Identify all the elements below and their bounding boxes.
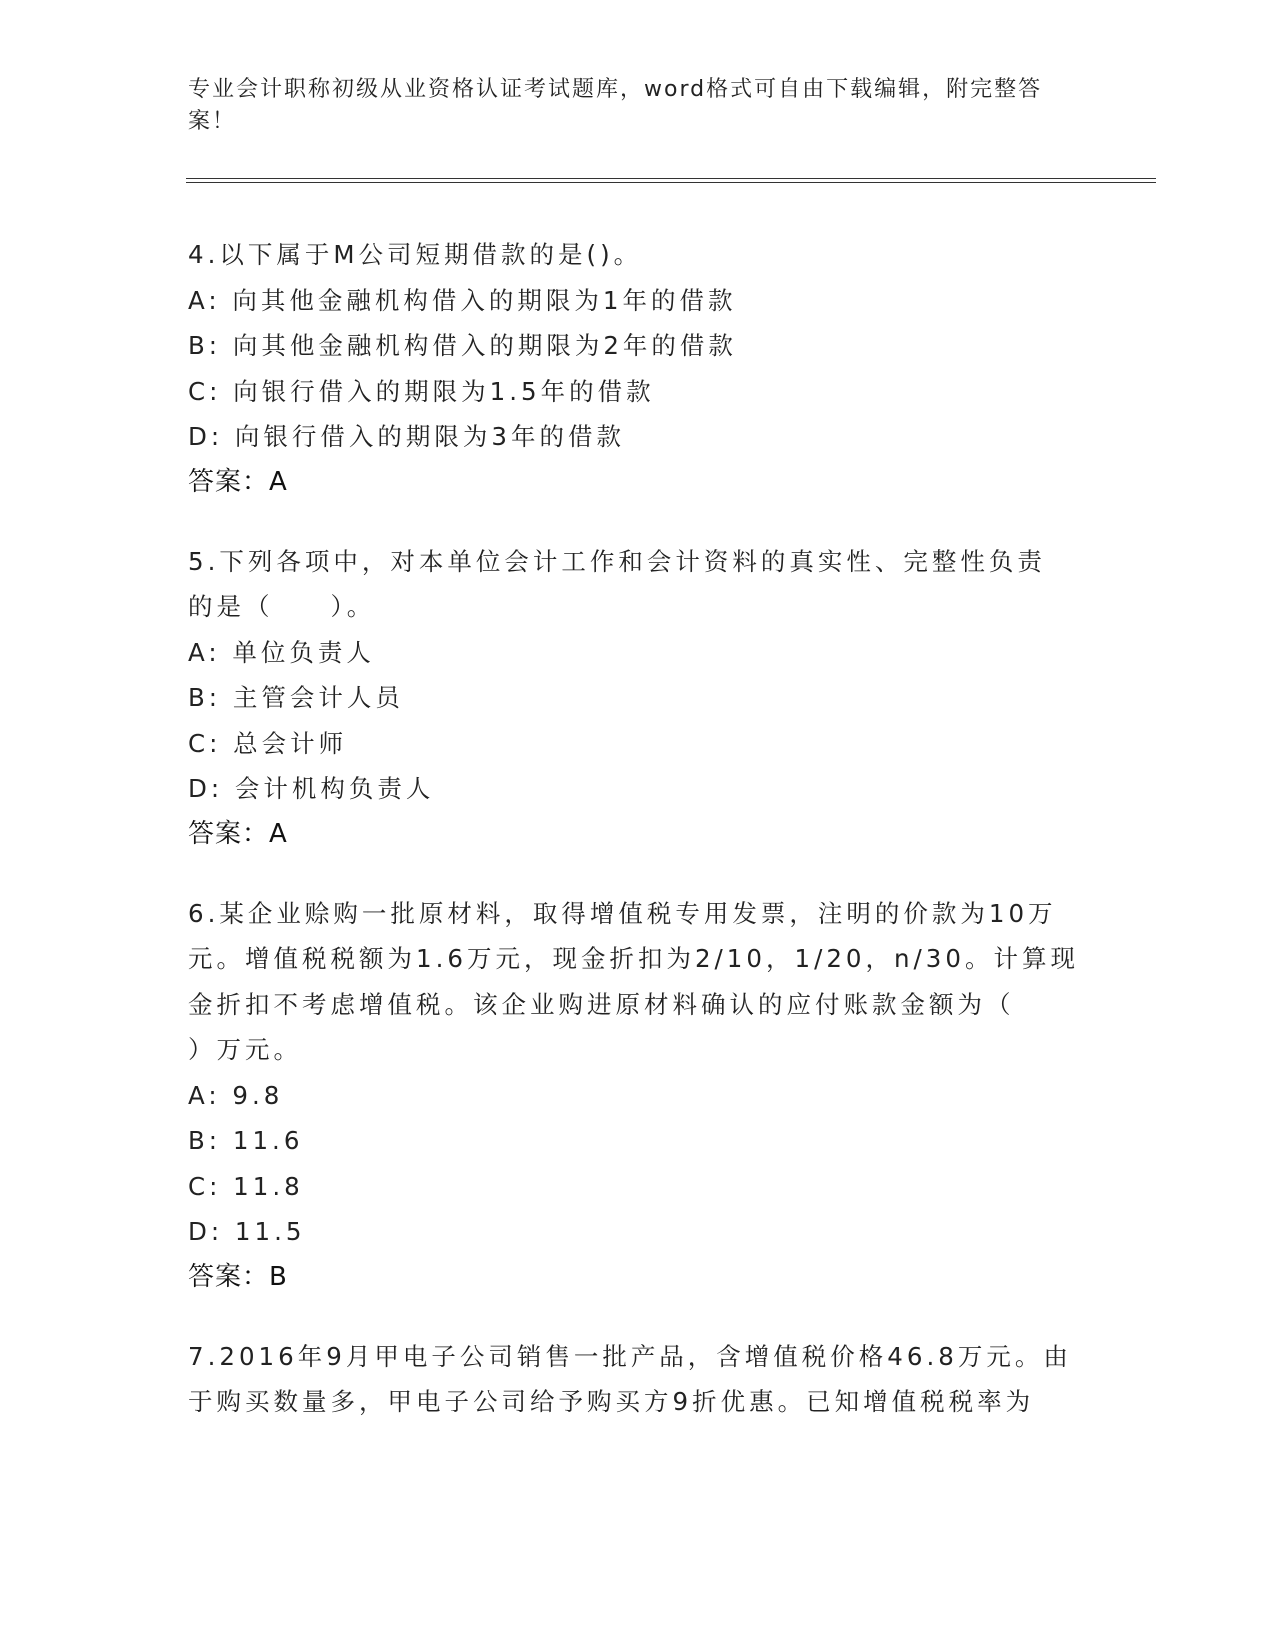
question-stem: 4.以下属于M公司短期借款的是()。 — [188, 240, 643, 269]
document-header: 专业会计职称初级从业资格认证考试题库，word格式可自由下载编辑，附完整答案！ — [188, 77, 1043, 134]
header-divider — [186, 178, 1156, 183]
option-c: C: 总会计师 — [188, 728, 348, 758]
option-c: C: 向银行借入的期限为1.5年的借款 — [188, 376, 655, 406]
option-d: D: 向银行借入的期限为3年的借款 — [188, 422, 625, 451]
question-stem: 金折扣不考虑增值税。该企业购进原材料确认的应付账款金额为（ — [188, 989, 1015, 1019]
question-6 — [188, 891, 1088, 1300]
question-stem: 6.某企业赊购一批原材料，取得增值税专用发票，注明的价款为10万 — [188, 898, 1057, 928]
answer: 答案：A — [188, 818, 288, 849]
option-a: A: 9.8 — [188, 1080, 284, 1110]
option-d: D: 11.5 — [188, 1217, 306, 1246]
option-d: D: 会计机构负责人 — [188, 774, 435, 803]
option-a: A: 单位负责人 — [188, 637, 375, 667]
question-5 — [188, 539, 1088, 857]
question-4 — [188, 232, 1088, 505]
question-stem: 7.2016年9月甲电子公司销售一批产品，含增值税价格46.8万元。由 — [188, 1341, 1072, 1371]
option-b: B: 11.6 — [188, 1126, 304, 1155]
question-stem: 元。增值税税额为1.6万元，现金折扣为2/10，1/20，n/30。计算现 — [188, 944, 1079, 973]
question-7 — [188, 1334, 1088, 1425]
option-c: C: 11.8 — [188, 1171, 304, 1201]
question-stem: 于购买数量多，甲电子公司给予购买方9折优惠。已知增值税税率为 — [188, 1387, 1035, 1416]
question-stem: ）万元。 — [188, 1035, 302, 1064]
question-list — [188, 232, 1088, 1459]
option-a: A: 向其他金融机构借入的期限为1年的借款 — [188, 285, 737, 315]
option-b: B: 向其他金融机构借入的期限为2年的借款 — [188, 331, 737, 360]
question-stem: 的是（ ）。 — [188, 592, 376, 621]
question-stem: 5.下列各项中，对本单位会计工作和会计资料的真实性、完整性负责 — [188, 546, 1046, 576]
answer: 答案：B — [188, 1261, 288, 1292]
answer: 答案：A — [188, 466, 288, 497]
option-b: B: 主管会计人员 — [188, 683, 404, 712]
